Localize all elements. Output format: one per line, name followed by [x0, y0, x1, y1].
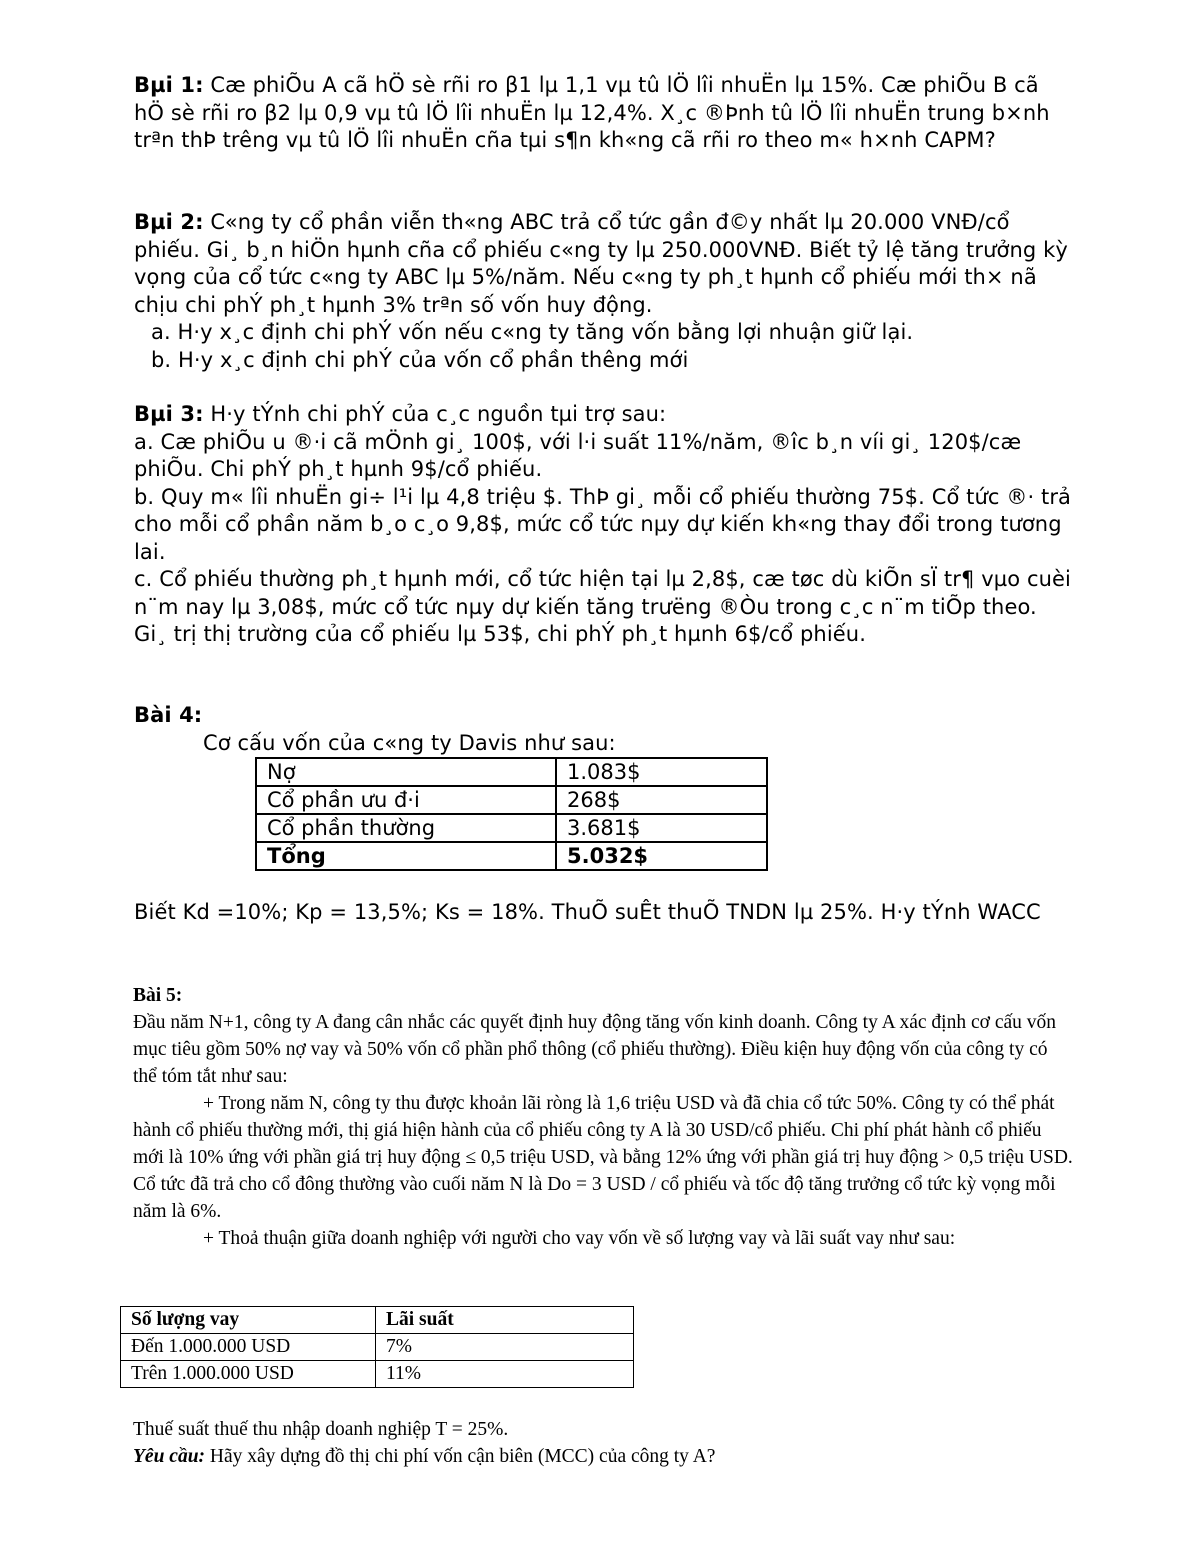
exercise-3	[134, 401, 1074, 649]
exercise-4-question: Biết Kd =10%; Kp = 13,5%; Ks = 18%. ThuÕ suÊt thuÕ TNDN lµ 25%. H·y tÝnh WACC	[134, 900, 1041, 924]
exercise-3-item-b: b. Quy m« lîi nhuËn gi÷ l¹i lµ 4,8 triệu $. ThÞ gi¸ mỗi cổ phiếu thường 75$. Cổ tức ®· trả cho mỗi cổ phần năm b¸o c¸o 9,8$, mức cổ tức nµy dự kiến kh«ng thay đổi trong tương lai.	[134, 484, 1072, 564]
exercise-5-title: Bài 5:	[133, 985, 183, 1006]
exercise-5	[133, 982, 1073, 1252]
table-cell-value: 1.083$	[556, 758, 767, 786]
exercise-5-paragraph-2: + Trong năm N, công ty thu được khoản lãi ròng là 1,6 triệu USD và đã chia cổ tức 50%. Công ty có thể phát hành cổ phiếu thường mới, thị giá hiện hành của cổ phiếu công ty A là 30 USD/cổ phiếu. Chi phí phát hành cổ phiếu mới là 10% ứng với phần giá trị huy động ≤ 0,5 triệu USD, và bằng 12% ứng với phần giá trị huy động > 0,5 triệu USD. Cổ tức đã trả cho cổ đông thường vào cuối năm N là Do = 3 USD / cổ phiếu và tốc độ tăng trưởng cổ tức kỳ vọng mỗi năm là 6%.	[133, 1093, 1073, 1222]
exercise-5-tax: Thuế suất thuế thu nhập doanh nghiệp T = 25%.	[133, 1419, 509, 1440]
table-row	[121, 1334, 634, 1361]
exercise-5-footer	[133, 1416, 1073, 1470]
table-header-amount: Số lượng vay	[121, 1307, 376, 1334]
exercise-5-paragraph-1: Đầu năm N+1, công ty A đang cân nhắc các quyết định huy động tăng vốn kinh doanh. Công ty A xác định cơ cấu vốn mục tiêu gồm 50% nợ vay và 50% vốn cổ phần phổ thông (cổ phiếu thường). Điều kiện huy động vốn của công ty có thể tóm tắt như sau:	[133, 1012, 1057, 1087]
table-row-total	[256, 842, 767, 870]
capital-structure-table	[255, 757, 768, 871]
exercise-4-title-block	[134, 702, 1074, 757]
exercise-4-intro: Cơ cấu vốn của c«ng ty Davis như sau:	[203, 730, 616, 755]
exercise-5-paragraph-3: + Thoả thuận giữa doanh nghiệp với người cho vay vốn về số lượng vay và lãi suất vay như sau:	[203, 1228, 956, 1249]
table-header-row	[121, 1307, 634, 1334]
exercise-3-item-c: c. Cổ phiếu thường ph¸t hµnh mới, cổ tức hiện tại lµ 2,8$, cæ tøc dù kiÕn sÏ tr¶ vµo cuèi n¨m nay lµ 3,08$, mức cổ tức nµy dự kiến tăng trưëng ®Òu trong c¸c n¨m tiÕp theo. Gi¸ trị thị trường của cổ phiếu lµ 53$, chi phÝ ph¸t hµnh 6$/cổ phiếu.	[134, 567, 1071, 646]
table-cell-value: 3.681$	[556, 814, 767, 842]
exercise-3-item-a: a. Cæ phiÕu u ®·i cã mÖnh gi¸ 100$, với l·i suất 11%/năm, ®îc b¸n víi gi¸ 120$/cæ phiÕu. Chi phÝ ph¸t hµnh 9$/cổ phiếu.	[134, 429, 1022, 481]
exercise-2-item-a: a. H·y x¸c định chi phÝ vốn nếu c«ng ty tăng vốn bằng lợi nhuận giữ lại.	[151, 320, 914, 344]
table-cell-amount: Trên 1.000.000 USD	[121, 1361, 376, 1388]
table-row	[121, 1361, 634, 1388]
exercise-2-item-b: b. H·y x¸c định chi phÝ của vốn cổ phần thêng mới	[151, 347, 689, 372]
table-cell-label: Tổng	[256, 842, 556, 870]
exercise-3-title: Bµi 3:	[134, 402, 204, 426]
table-row	[256, 786, 767, 814]
exercise-4-question-block	[134, 899, 1074, 927]
exercise-2-title: Bµi 2:	[134, 210, 204, 234]
table-cell-value: 5.032$	[556, 842, 767, 870]
exercise-4-title: Bài 4:	[134, 703, 203, 727]
exercise-2	[134, 209, 1074, 374]
table-cell-value: 268$	[556, 786, 767, 814]
table-header-rate: Lãi suất	[376, 1307, 634, 1334]
table-row	[256, 758, 767, 786]
table-cell-amount: Đến 1.000.000 USD	[121, 1334, 376, 1361]
exercise-1-text: Cæ phiÕu A cã hÖ sè rñi ro β1 lµ 1,1 vµ tû lÖ lîi nhuËn lµ 15%. Cæ phiÕu B cã hÖ sè rñi ro β2 lµ 0,9 vµ tû lÖ lîi nhuËn lµ 12,4%. X¸c ®Þnh tû lÖ lîi nhuËn trung b×nh trªn thÞ trêng vµ tû lÖ lîi nhuËn cña tµi s¶n kh«ng cã rñi ro theo m« h×nh CAPM?	[134, 73, 1050, 152]
requirement-label: Yêu cầu:	[133, 1446, 206, 1467]
table-cell-label: Nợ	[256, 758, 556, 786]
table-row	[256, 814, 767, 842]
exercise-1	[134, 72, 1074, 155]
table-cell-label: Cổ phần ưu đ·i	[256, 786, 556, 814]
table-cell-label: Cổ phần thường	[256, 814, 556, 842]
exercise-5-requirement	[133, 1443, 1073, 1470]
exercise-2-text: C«ng ty cổ phần viễn th«ng ABC trả cổ tức gần đ©y nhất lµ 20.000 VNĐ/cổ phiếu. Gi¸ b¸n hiÖn hµnh cña cổ phiếu c«ng ty lµ 250.000VNĐ. Biết tỷ lệ tăng trưởng kỳ vọng của cổ tức c«ng ty ABC lµ 5%/năm. Nếu c«ng ty ph¸t hµnh cổ phiếu mới th× nã chịu chi phÝ ph¸t hµnh 3% trªn số vốn huy động.	[134, 210, 1068, 317]
exercise-1-title: Bµi 1:	[134, 73, 204, 97]
exercise-3-intro: H·y tÝnh chi phÝ của c¸c nguồn tµi trợ sau:	[210, 402, 667, 426]
table-cell-rate: 7%	[376, 1334, 634, 1361]
loan-rate-table	[120, 1306, 634, 1388]
table-cell-rate: 11%	[376, 1361, 634, 1388]
requirement-text: Hãy xây dựng đồ thị chi phí vốn cận biên (MCC) của công ty A?	[205, 1446, 716, 1467]
